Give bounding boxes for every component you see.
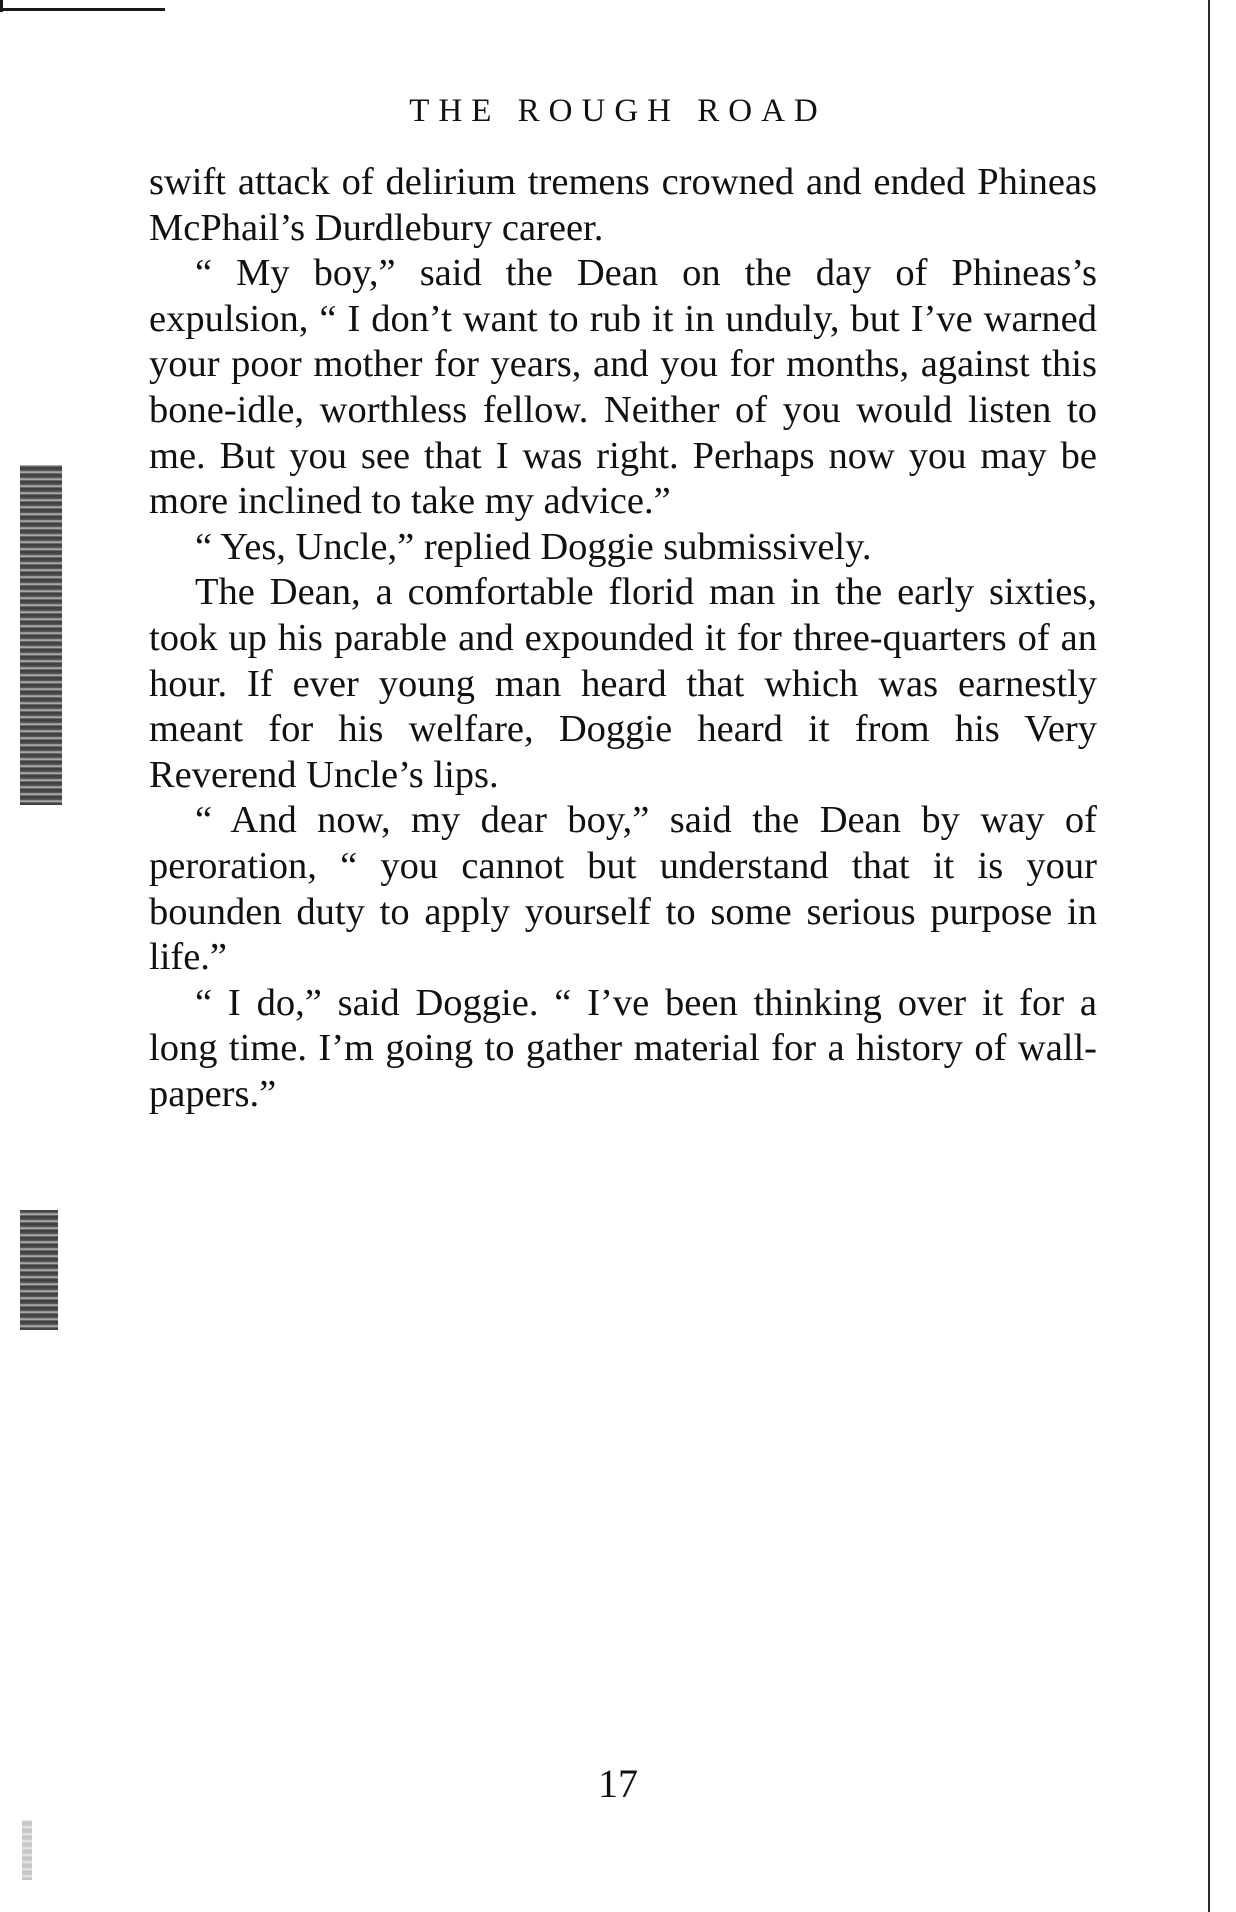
paragraph: “ My boy,” said the Dean on the day of Phineas’s expulsion, “ I don’t want to rub it in unduly, but I’ve warned your poor mother for years, and you for months, against this bone-idle, worthless fellow. Neither of you would listen to me. But you see that I was right. Perhaps now you may be more inclined to take my advice.”: [149, 252, 1097, 523]
page-edge-line: [1208, 0, 1210, 1912]
scan-corner-rule: [0, 8, 165, 11]
paragraph: “ I do,” said Doggie. “ I’ve been thinking over it for a long time. I’m going to gather material for a history of wall-papers.”: [149, 981, 1097, 1115]
running-head: THE ROUGH ROAD: [409, 93, 827, 129]
body-text: [149, 160, 1097, 1117]
scan-corner-tick: [0, 0, 3, 12]
page-number: 17: [598, 1761, 638, 1806]
paragraph: The Dean, a comfortable florid man in the early sixties, took up his parable and expounded it for three-quarters of an hour. If ever young man heard that which was earnestly meant for his welfare, Doggie heard it from his Very Reverend Uncle’s lips.: [149, 571, 1097, 796]
paragraph: “ And now, my dear boy,” said the Dean by way of peroration, “ you cannot but understand that it is your bounden duty to apply yourself to some serious purpose in life.”: [149, 799, 1097, 979]
paragraph: “ Yes, Uncle,” replied Doggie submissively.: [195, 525, 872, 568]
binding-shadow-lower: [20, 1210, 58, 1330]
binding-shadow-bottom: [22, 1820, 32, 1880]
binding-shadow-upper: [20, 465, 62, 805]
paragraph: swift attack of delirium tremens crowned and ended Phineas McPhail’s Durdlebury career.: [149, 161, 1097, 249]
